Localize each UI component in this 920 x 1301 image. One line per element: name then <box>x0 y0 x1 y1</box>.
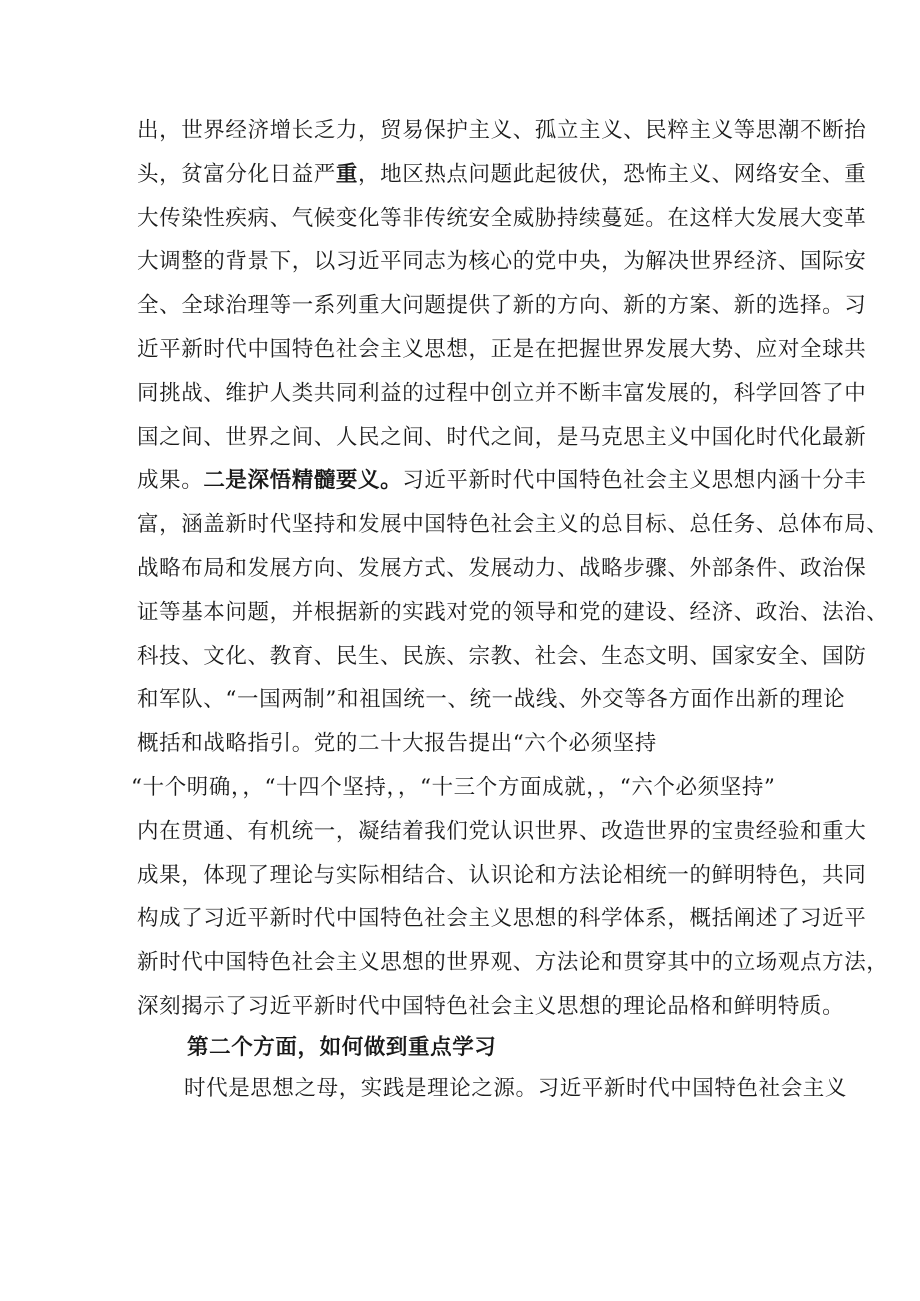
section-heading: 第二个方面，如何做到重点学习 <box>187 1035 497 1060</box>
text-segment: 证等基本问题，并根据新的实践对党的领导和党的建设、经济、政治、法治、 <box>137 600 889 625</box>
text-line <box>137 685 846 715</box>
text-segment: 富，涵盖新时代坚持和发展中国特色社会主义的总目标、总任务、总体布局、 <box>137 512 889 537</box>
text-segment: 全、全球治理等一系列重大问题提供了新的方向、新的方案、新的选择。习 <box>137 293 867 318</box>
text-segment: 成果。 <box>137 468 204 493</box>
text-line <box>137 160 867 190</box>
text-segment: 构成了习近平新时代中国特色社会主义思想的科学体系，概括阐述了习近平 <box>137 906 867 931</box>
text-segment: 大传染性疾病、气候变化等非传统安全威胁持续蔓延。在这样大发展大变革 <box>137 206 867 231</box>
text-line <box>137 642 867 672</box>
text-segment: 战略布局和发展方向、发展方式、发展动力、战略步骤、外部条件、政治保 <box>137 556 867 581</box>
bold-text-segment: 二是深悟精髓要义。 <box>203 468 403 493</box>
text-segment: ，地区热点问题此起彼伏，恐怖主义、网络安全、重 <box>358 162 867 187</box>
text-line <box>131 773 791 803</box>
text-line <box>137 510 889 540</box>
text-segment: 深刻揭示了习近平新时代中国特色社会主义思想的理论品格和鲜明特质。 <box>137 994 845 1019</box>
text-segment: 成果，体现了理论与实际相结合、认识论和方法论相统一的鲜明特色，共同 <box>137 863 867 888</box>
bold-text-segment: 重 <box>335 162 359 187</box>
text-line <box>137 554 867 584</box>
text-segment: 新时代中国特色社会主义思想的世界观、方法论和贯穿其中的立场观点方法， <box>137 950 889 975</box>
text-line <box>137 861 867 891</box>
text-line <box>137 598 889 628</box>
text-line <box>137 817 867 847</box>
text-line <box>137 379 867 409</box>
text-segment: 头，贫富分化日益严 <box>137 162 336 187</box>
text-line <box>137 423 867 453</box>
paragraph-first-line: 时代是思想之母，实践是理论之源。习近平新时代中国特色社会主义 <box>184 1076 848 1101</box>
text-segment: 出，世界经济增长乏力，贸易保护主义、孤立主义、民粹主义等思潮不断抬 <box>137 118 867 143</box>
text-line <box>137 247 867 277</box>
text-line <box>137 116 867 146</box>
text-segment: 概括和战略指引。党的二十大报告提出“六个必须坚持 <box>137 731 657 756</box>
text-segment: 同挑战、维护人类共同利益的过程中创立并不断丰富发展的，科学回答了中 <box>137 381 867 406</box>
text-line <box>137 466 867 496</box>
text-segment: 大调整的背景下，以习近平同志为核心的党中央，为解决世界经济、国际安 <box>137 249 867 274</box>
text-line <box>137 729 797 759</box>
text-line <box>137 992 845 1022</box>
text-segment: “十个明确，，“十四个坚持，，“十三个方面成就，，“六个必须坚持” <box>131 775 776 800</box>
text-segment: 习近平新时代中国特色社会主义思想内涵十分丰 <box>402 468 867 493</box>
text-line <box>137 904 867 934</box>
text-segment: 国之间、世界之间、人民之间、时代之间，是马克思主义中国化时代化最新 <box>137 425 867 450</box>
text-line <box>137 291 867 321</box>
text-line <box>137 335 867 365</box>
text-segment: 内在贯通、有机统一，凝结着我们党认识世界、改造世界的宝贵经验和重大 <box>137 819 867 844</box>
text-segment: 和军队、“一国两制”和祖国统一、统一战线、外交等各方面作出新的理论 <box>137 687 846 712</box>
text-segment: 科技、文化、教育、民生、民族、宗教、社会、生态文明、国家安全、国防 <box>137 644 867 669</box>
text-line <box>137 204 867 234</box>
text-line <box>137 948 889 978</box>
text-segment: 近平新时代中国特色社会主义思想，正是在把握世界发展大势、应对全球共 <box>137 337 867 362</box>
